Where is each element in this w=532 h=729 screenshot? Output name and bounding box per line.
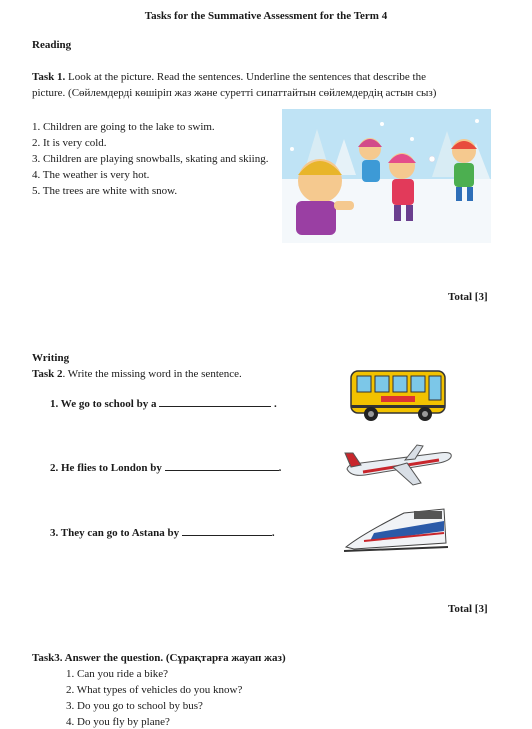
question-3: 3. Do you go to school by bus? <box>66 700 203 712</box>
writing-heading: Writing <box>32 352 70 364</box>
task2-item-2-end: . <box>278 462 282 474</box>
answer-blank-3[interactable] <box>182 526 272 536</box>
task2-label: Task 2 <box>32 368 63 380</box>
task1-instruction-line2: picture. (Сөйлемдерді көшіріп жаз және суретті сипаттайтын сөйлемдердің астын сыз) <box>32 87 437 99</box>
train-icon <box>344 503 448 553</box>
sentence-3[interactable]: 3. Children are playing snowballs, skating and skiing. <box>32 153 269 165</box>
task2-item-1-text: 1. We go to school by a <box>50 398 157 410</box>
sentence-2[interactable]: 2. It is very cold. <box>32 137 107 149</box>
answer-blank-1[interactable] <box>159 397 271 407</box>
winter-children-picture <box>282 109 491 243</box>
task2-item-1-end: . <box>273 398 277 410</box>
task2-item-3 <box>50 526 275 539</box>
sentence-1[interactable]: 1. Children are going to the lake to swim. <box>32 121 215 133</box>
writing-total: Total [3] <box>448 603 488 615</box>
airplane-icon <box>343 441 455 489</box>
sentence-4[interactable]: 4. The weather is very hot. <box>32 169 150 181</box>
reading-total: Total [3] <box>448 291 488 303</box>
question-4: 4. Do you fly by plane? <box>66 716 170 728</box>
task1-instruction-text: Look at the picture. Read the sentences. Underline the sentences that describe the <box>65 71 426 83</box>
school-bus-icon <box>349 367 449 424</box>
task2-item-3-text: 3. They can go to Astana by <box>50 527 180 539</box>
question-2: 2. What types of vehicles do you know? <box>66 684 243 696</box>
task2-item-3-end: . <box>271 527 275 539</box>
task2-item-2 <box>50 461 281 474</box>
question-1: 1. Can you ride a bike? <box>66 668 169 680</box>
answer-blank-2[interactable] <box>165 461 279 471</box>
task2-instruction <box>32 368 242 380</box>
sentence-5[interactable]: 5. The trees are white with snow. <box>32 185 178 197</box>
page-title: Tasks for the Summative Assessment for the Term 4 <box>144 10 388 22</box>
reading-heading: Reading <box>32 39 72 51</box>
task2-item-2-text: 2. He flies to London by <box>50 462 162 474</box>
task3-heading: Task3. Answer the question. (Сұрақтарға жауап жаз) <box>32 652 286 664</box>
task1-label: Task 1. <box>32 71 66 83</box>
task2-item-1 <box>50 397 277 410</box>
task2-instruction-text: . Write the missing word in the sentence. <box>62 368 242 380</box>
task1-instruction <box>32 71 426 83</box>
